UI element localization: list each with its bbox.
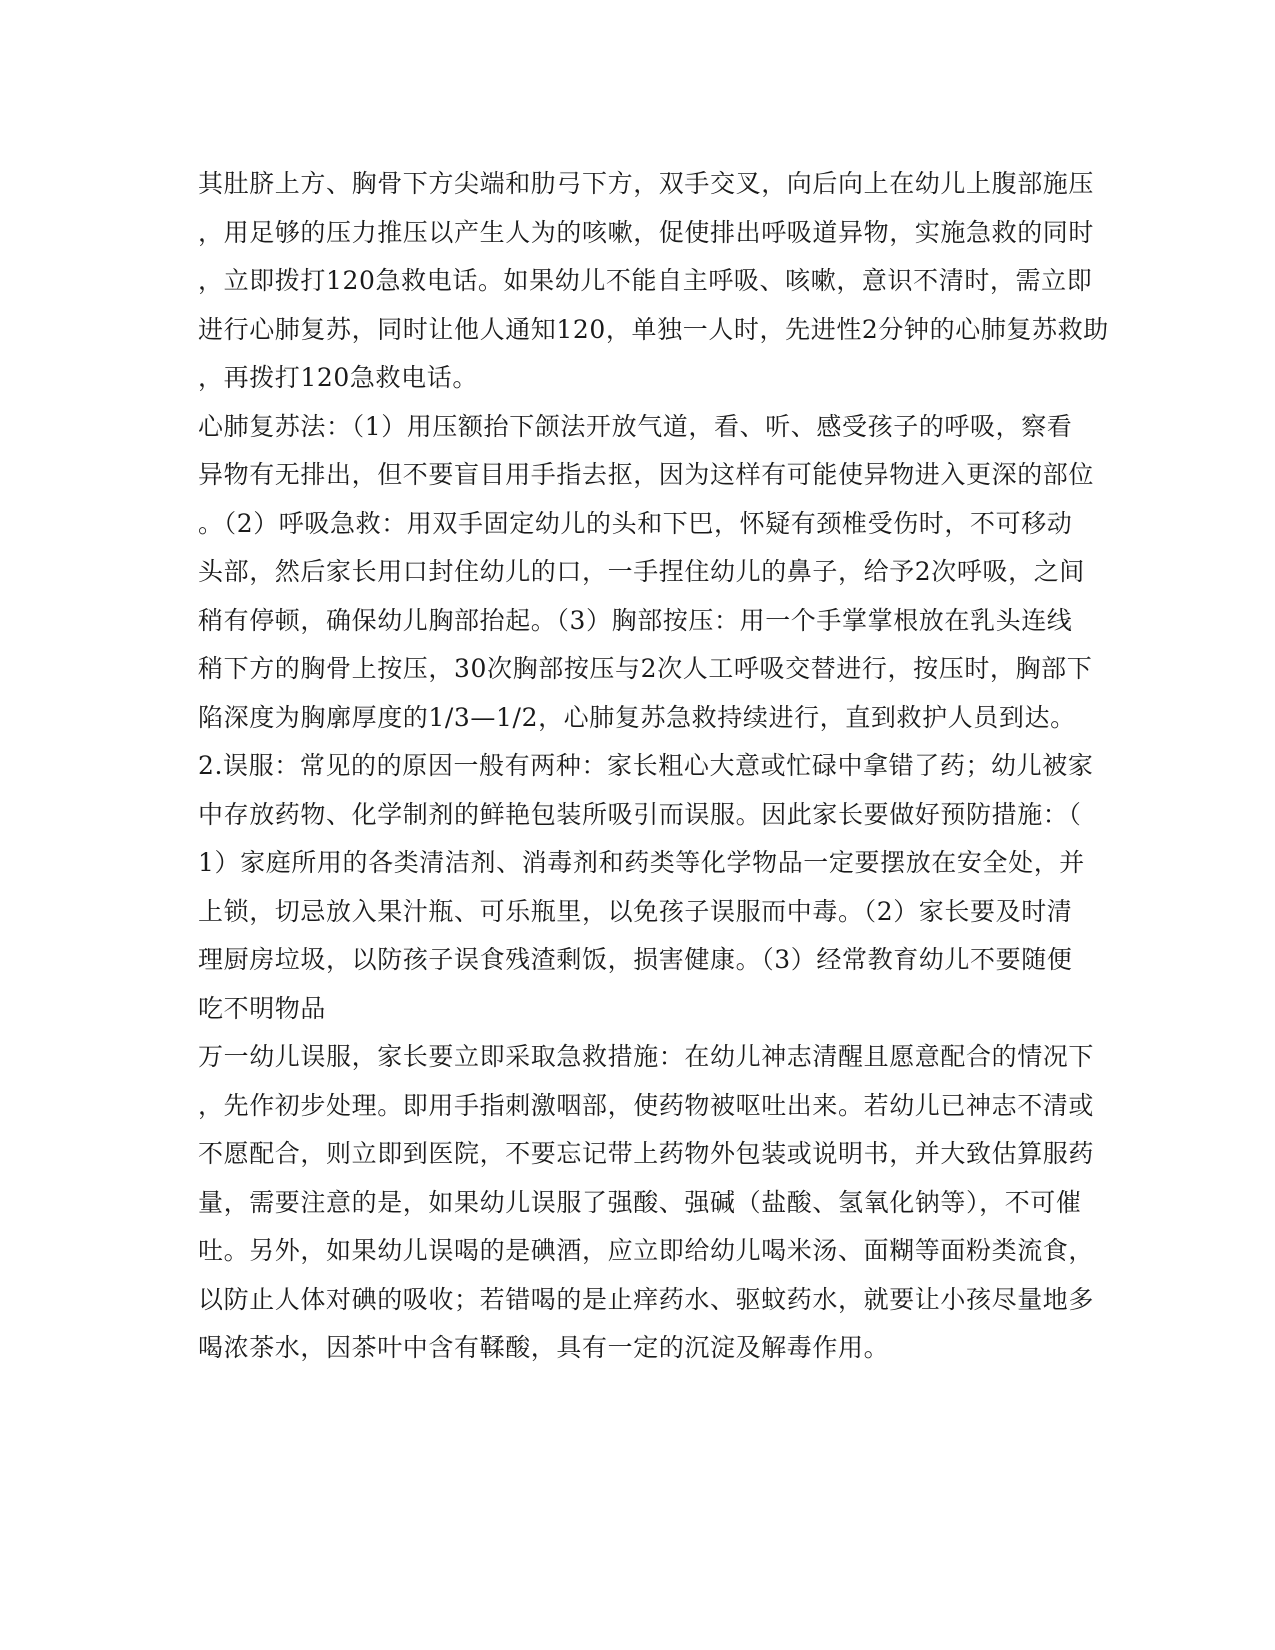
text-line: 吃不明物品 [198,993,327,1023]
text-line: 吐。另外，如果幼儿误喝的是碘酒，应立即给幼儿喝米汤、面糊等面粉类流食， [198,1236,1095,1265]
text-line: 万一幼儿误服，家长要立即采取急救措施：在幼儿神志清醒且愿意配合的情况下 [198,1042,1095,1071]
text-line: ，用足够的压力推压以产生人为的咳嗽，促使排出呼吸道异物，实施急救的同时 [198,217,1095,247]
text-line: 以防止人体对碘的吸收；若错喝的是止痒药水、驱蚊药水，就要让小孩尽量地多 [198,1284,1095,1314]
body-text [198,160,1109,1373]
text-line: 稍有停顿，确保幼儿胸部抬起。（3）胸部按压：用一个手掌掌根放在乳头连线 [198,605,1073,635]
text-line: 异物有无排出，但不要盲目用手指去抠，因为这样有可能使异物进入更深的部位 [198,460,1095,489]
text-line: 1）家庭所用的各类清洁剂、消毒剂和药类等化学物品一定要摆放在安全处，并 [198,848,1085,877]
text-line: 头部，然后家长用口封住幼儿的口，一手捏住幼儿的鼻子，给予2次呼吸，之间 [198,557,1085,586]
text-line: 陷深度为胸廓厚度的1/3—1/2，心肺复苏急救持续进行，直到救护人员到达。 [198,702,1076,732]
text-line: ，再拨打120急救电话。 [198,363,478,392]
text-line: 上锁，切忌放入果汁瓶、可乐瓶里，以免孩子误服而中毒。（2）家长要及时清 [198,896,1073,926]
text-line: 稍下方的胸骨上按压，30次胸部按压与2次人工呼吸交替进行，按压时，胸部下 [198,654,1093,683]
text-line: 量，需要注意的是，如果幼儿误服了强酸、强碱（盐酸、氢氧化钠等），不可催 [198,1187,1082,1217]
text-line: 中存放药物、化学制剂的鲜艳包装所吸引而误服。因此家长要做好预防措施：（ [198,799,1082,829]
text-line: 进行心肺复苏，同时让他人通知120，单独一人时，先进性2分钟的心肺复苏救助 [198,314,1109,344]
text-line: 理厨房垃圾，以防孩子误食残渣剩饭，损害健康。（3）经常教育幼儿不要随便 [198,945,1073,974]
text-line: 2.误服：常见的的原因一般有两种：家长粗心大意或忙碌中拿错了药；幼儿被家 [198,751,1094,780]
text-line: ，立即拨打120急救电话。如果幼儿不能自主呼吸、咳嗽，意识不清时，需立即 [198,266,1093,295]
text-line: 喝浓茶水，因茶叶中含有鞣酸，具有一定的沉淀及解毒作用。 [198,1333,890,1362]
text-line: 。（2）呼吸急救：用双手固定幼儿的头和下巴，怀疑有颈椎受伤时，不可移动 [198,508,1073,538]
text-line: ，先作初步处理。即用手指刺激咽部，使药物被呕吐出来。若幼儿已神志不清或 [198,1090,1095,1120]
text-line: 不愿配合，则立即到医院，不要忘记带上药物外包装或说明书，并大致估算服药 [198,1139,1095,1168]
text-line: 心肺复苏法：（1）用压额抬下颌法开放气道，看、听、感受孩子的呼吸，察看 [198,411,1073,441]
text-line: 其肚脐上方、胸骨下方尖端和肋弓下方，双手交叉，向后向上在幼儿上腹部施压 [198,169,1095,198]
